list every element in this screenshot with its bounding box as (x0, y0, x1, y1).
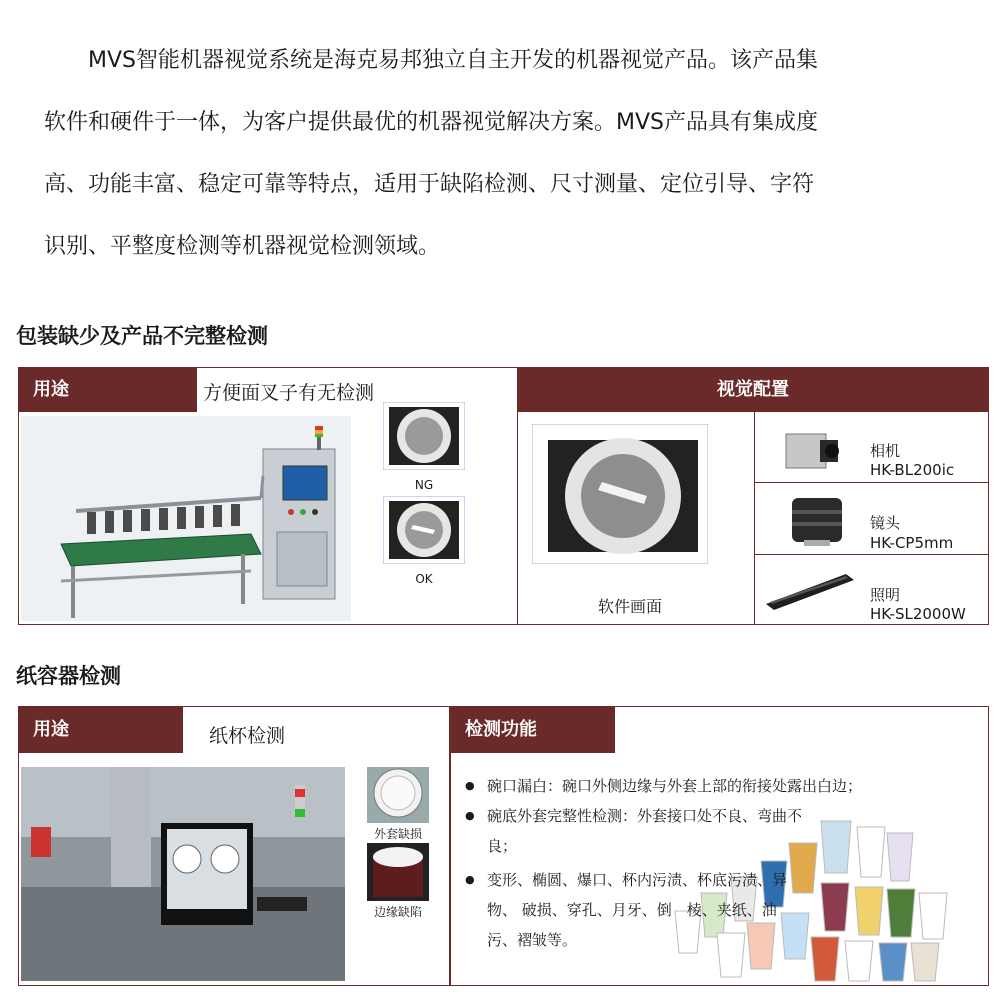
outer-sleeve-defect-image (367, 767, 429, 823)
camera-model: HK-BL200ic (870, 461, 955, 479)
inspection-machine-illustration (21, 416, 351, 621)
usage-value: 方便面叉子有无检测 (203, 382, 375, 404)
camera-type: 相机 (870, 442, 901, 460)
feature-item: ● 碗口漏白：碗口外侧边缘与外套上部的衔接处露出白边； (461, 771, 927, 801)
divider (754, 554, 988, 555)
feature-item: ● 碗底外套完整性检测：外套接口处不良、弯曲不良； (461, 801, 817, 861)
lens-type: 镜头 (870, 514, 901, 532)
lens-model: HK-CP5mm (870, 534, 954, 552)
usage-panel-2 (18, 706, 450, 986)
factory-inspection-photo (21, 767, 345, 981)
feature-item: ● 变形、椭圆、爆口、杯内污渍、杯底污渍、异物、 破损、穿孔、月牙、倒 棱、夹纸、油污、褶皱等。 (461, 865, 787, 955)
detection-function-header: 检测功能 (451, 707, 615, 753)
divider (754, 412, 755, 624)
ok-sample-image (383, 496, 465, 564)
edge-defect-image (367, 843, 429, 901)
light-type: 照明 (870, 586, 901, 604)
usage-value: 纸杯检测 (209, 725, 286, 747)
edge-defect-label: 边缘缺陷 (373, 905, 422, 919)
usage-header: 用途 (19, 368, 197, 412)
ng-sample-image (383, 402, 465, 470)
outer-sleeve-defect-label: 外套缺损 (373, 827, 422, 841)
vision-config-header: 视觉配置 (518, 368, 988, 412)
software-screen-image (532, 424, 708, 564)
vision-config-panel (517, 367, 989, 625)
intro-line: 高、功能丰富、稳定可靠等特点，适用于缺陷检测、尺寸测量、定位引导、字符 (44, 172, 815, 197)
intro-line: 识别、平整度检测等机器视觉检测领域。 (44, 234, 441, 259)
intro-line: MVS智能机器视觉系统是海克易邦独立自主开发的机器视觉产品。该产品集 (44, 48, 818, 73)
usage-header: 用途 (19, 707, 183, 753)
divider (754, 482, 988, 483)
section2-title: 纸容器检测 (16, 664, 121, 688)
ng-label: NG (414, 478, 434, 492)
camera-icon (782, 426, 844, 476)
light-bar-icon (762, 568, 858, 612)
intro-paragraph (44, 30, 934, 278)
software-screen-label: 软件画面 (598, 597, 663, 616)
section1-title: 包装缺少及产品不完整检测 (16, 324, 268, 348)
lens-icon (786, 492, 848, 548)
intro-line: 软件和硬件于一体，为客户提供最优的机器视觉解决方案。MVS产品具有集成度 (44, 110, 818, 135)
ok-label: OK (415, 572, 433, 586)
usage-panel-1 (18, 367, 518, 625)
detection-function-panel (450, 706, 989, 986)
detection-feature-list (461, 771, 901, 955)
light-model: HK-SL2000W (870, 605, 966, 623)
